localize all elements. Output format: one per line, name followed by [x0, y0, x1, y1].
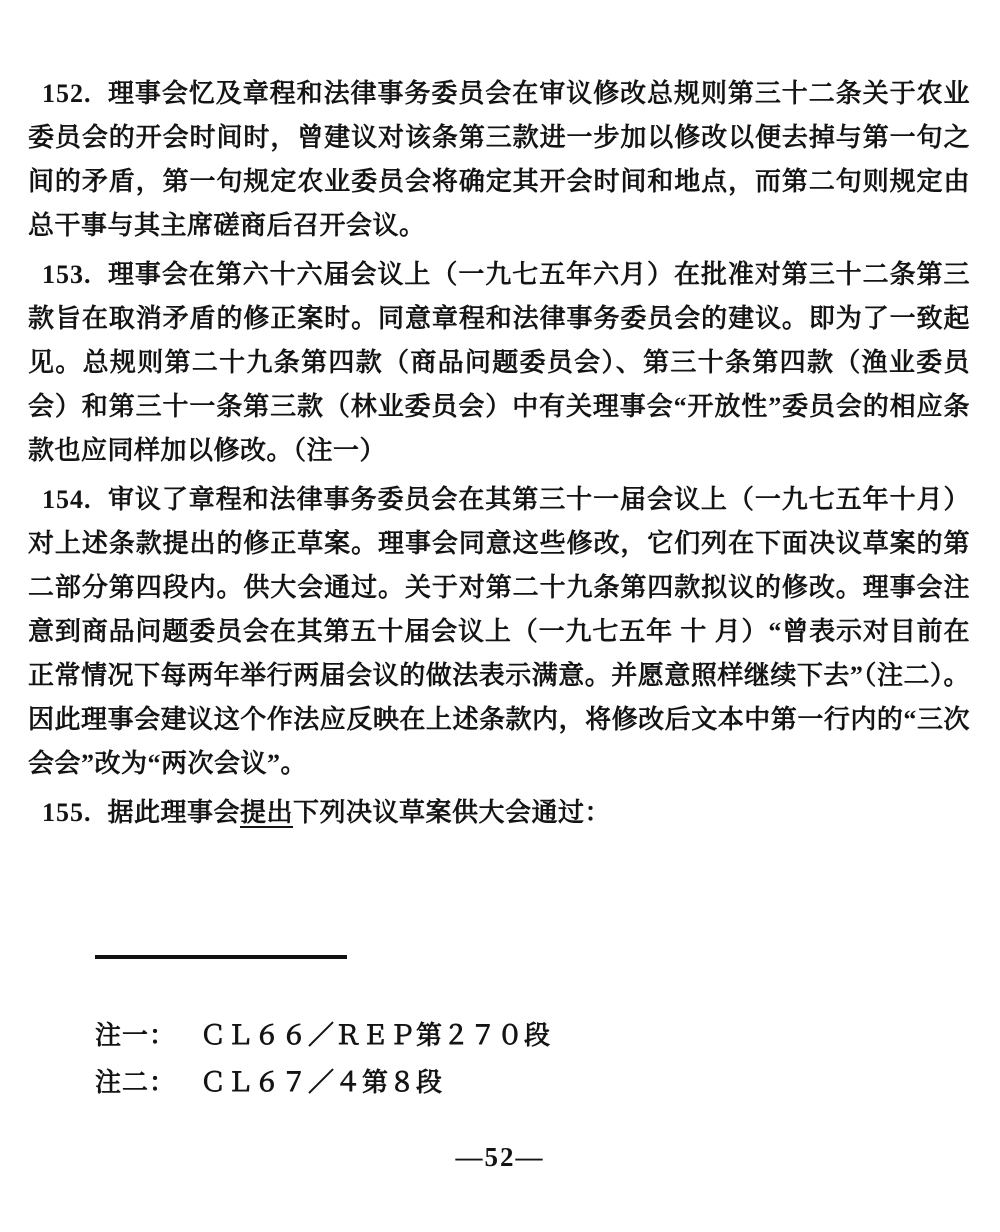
footnote-2 [95, 1059, 551, 1106]
paragraph-155-underlined-text: 提出 [240, 798, 294, 827]
paragraph-153-number: 153. [42, 260, 92, 289]
paragraph-155-text-before: 据此理事会 [107, 798, 241, 827]
footnote-1-text: ＣＬ６６／ＲＥＰ第２７０段 [200, 1021, 552, 1050]
footnote-1 [95, 1012, 551, 1059]
footnote-1-label: 注一： [95, 1021, 177, 1050]
paragraph-153-text: 理事会在第六十六届会议上（一九七五年六月）在批准对第三十二条第三款旨在取消矛盾的修正案时。同意章程和法律事务委员会的建议。即为了一致起见。总规则第二十九条第四款（商品问题委员会）、第三十条第四款（渔业委员会）和第三十一条第三款（林业委员会）中有关理事会“开放性”委员会的相应条款也应同样加以修改。（注一） [28, 260, 970, 465]
footnotes-section [95, 1012, 551, 1106]
page-number: —52— [455, 1142, 545, 1172]
paragraph-155-number: 155. [42, 798, 92, 827]
paragraph-154-number: 154. [42, 485, 92, 514]
footnote-2-text: ＣＬ６７／４第８段 [200, 1068, 444, 1097]
paragraph-154-text: 审议了章程和法律事务委员会在其第三十一届会议上（一九七五年十月）对上述条款提出的修正草案。理事会同意这些修改，它们列在下面决议草案的第二部分第四段内。供大会通过。关于对第二十九条第四款拟议的修改。理事会注意到商品问题委员会在其第五十届会议上（一九七五年 十 月）“曾表示对目前在正常情况下每两年举行两届会议的做法表示满意。并愿意照样继续下去”（注二）。因此理事会建议这个作法应反映在上述条款内，将修改后文本中第一行内的“三次会会”改为“两次会议”。 [28, 485, 970, 778]
document-body [28, 72, 970, 835]
footnote-separator [95, 955, 347, 959]
paragraph-152-number: 152. [42, 79, 92, 108]
paragraph-152 [28, 72, 970, 248]
paragraph-155-text-after: 下列决议草案供大会通过： [293, 798, 612, 827]
footnote-2-label: 注二： [95, 1068, 177, 1097]
paragraph-155 [28, 791, 970, 835]
paragraph-154 [28, 478, 970, 786]
paragraph-152-text: 理事会忆及章程和法律事务委员会在审议修改总规则第三十二条关于农业委员会的开会时间时，曾建议对该条第三款进一步加以修改以便去掉与第一句之间的矛盾，第一句规定农业委员会将确定其开会时间和地点，而第二句则规定由总干事与其主席磋商后召开会议。 [28, 79, 970, 240]
paragraph-153 [28, 253, 970, 473]
